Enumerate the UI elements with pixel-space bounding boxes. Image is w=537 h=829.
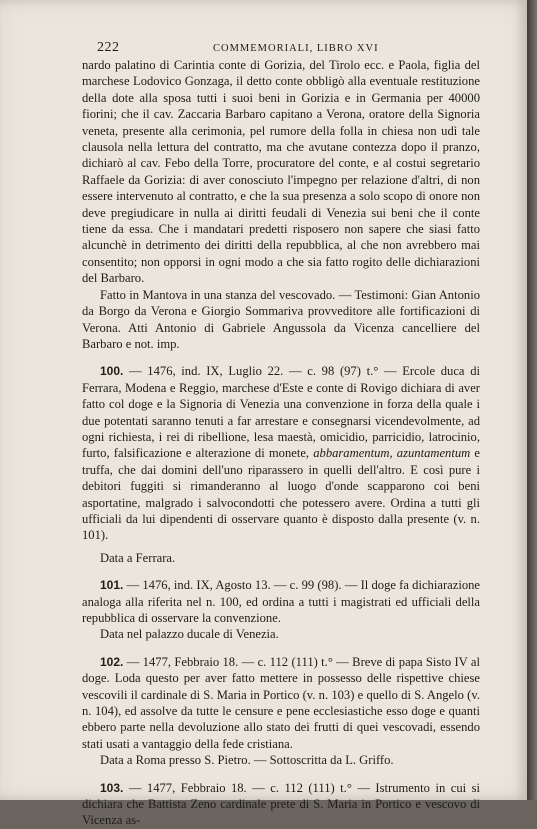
entry-101 bbox=[82, 577, 480, 626]
entry-number: 101. bbox=[100, 578, 124, 593]
entry-italic-terms: abbaramentum, azuntamentum bbox=[313, 446, 471, 461]
intro-closing: Fatto in Mantova in una stanza del vescovado. — Testimoni: Gian Antonio da Borgo da Verona e Giorgio Sommariva provveditore alle fortificazioni di Verona. Atti Antonio di Gabriele Angussola da Vicenza cancelliere del Barbaro e not. imp. bbox=[82, 287, 480, 351]
running-title: COMMEMORIALI, LIBRO XVI bbox=[213, 43, 379, 54]
entry-text: — 1477, Febbraio 18. — c. 112 (111) t.° — Breve di papa Sisto IV al doge. Loda questo per aver fatto mettere in possesso delle rispettive chiese vescovili il cardinale di S. Maria in Portico (v. n. 103) e quello di S. Angelo (v. n. 104), ed assolve da tutte le censure e pene ecclesiastiche esso doge e quanti ebbero parte nella devoluzione allo stato dei frutti di quei vescovadi, essendo stati usati a vantaggio della fede cristiana. bbox=[82, 654, 480, 751]
entry-number: 102. bbox=[100, 654, 124, 669]
entry-dating: Data nel palazzo ducale di Venezia. bbox=[100, 627, 279, 642]
entry-number: 103. bbox=[100, 780, 124, 795]
page-edge-shadow bbox=[527, 0, 537, 800]
body-text bbox=[82, 57, 480, 829]
entry-dating: Data a Roma presso S. Pietro. — Sottoscritta da L. Griffo. bbox=[100, 753, 394, 768]
entry-number: 100. bbox=[100, 364, 124, 379]
entry-103 bbox=[82, 780, 480, 829]
entry-text: — 1476, ind. IX, Agosto 13. — c. 99 (98). — Il doge fa dichiarazione analoga alla riferita nel n. 100, ed ordina a tutti i magistrati ed ufficiali della repubblica di osservare la convenzione. bbox=[82, 578, 480, 625]
entry-text-continued: e truffa, che dai domini dell'uno riparassero in quelli dell'altro. E così pure i debitori fuggiti si rimanderanno al luogo d'onde scapparono coi beni asportatine, malgrado i salvocondotti che potessero avere. Ordina a tutti gli ufficiali da lui dipendenti di osservare quanto è disposto dalla presente (v. n. 101). bbox=[82, 446, 480, 543]
entry-dating: Data a Ferrara. bbox=[100, 550, 176, 565]
entry-100 bbox=[82, 363, 480, 543]
intro-paragraph: nardo palatino di Carintia conte di Gorizia, del Tirolo ecc. e Paola, figlia del marchese Lodovico Gonzaga, il detto conte obbligò alla eventuale restituzione della dote alla sposa tutti i suoi beni in Gorizia e in Germania per 40000 fiorini; che il cav. Zaccaria Barbaro capitano a Verona, oratore della Signoria veneta, presente alla cerimonia, pel rumore della folla in chiesa non udì tale clausola nella lettura del contratto, ma che avutane contezza dopo il pranzo, dichiarò al cav. Febo della Torre, procuratore del conte, e al costui segretario Raffaele da Gorizia: di aver conosciuto l'impegno per relazione d'altri, di non essere intervenuto al contratto, e che la sua presenza a solo scopo di onore non deve pregiudicare in nulla ai diritti feudali di Venezia sui beni che il conte tiene da essa. Che i mandatari predetti risposero non sapere che siasi fatto alcunchè in detrimento dei diritti della repubblica, al che non avrebbero mai consentito; non opporsi in ogni modo a che sia fatto rogito delle dichiarazioni del Barbaro. bbox=[82, 58, 480, 286]
page-number: 222 bbox=[97, 40, 120, 55]
page-header bbox=[0, 40, 527, 58]
entry-102 bbox=[82, 654, 480, 752]
entry-text: — 1477, Febbraio 18. — c. 112 (111) t.° — Istrumento in cui si dichiara che Battista Zeno cardinale prete di S. Maria in Portico e vescovo di Vicenza as- bbox=[82, 780, 480, 828]
entry-text: — 1476, ind. IX, Luglio 22. — c. 98 (97) t.° — Ercole duca di Ferrara, Modena e Reggio, marchese d'Este e conte di Rovigo dichiara di aver fatto col doge e la Signoria di Venezia una convenzione in forza della quale i due potentati saranno tenuti a far arrestare e consegnarsi vicendevolmente, ad ogni richiesta, i rei di ribellione, lesa maestà, omicidio, parricidio, latrocinio, furto, falsificazione e alterazione di monete, bbox=[82, 364, 480, 461]
